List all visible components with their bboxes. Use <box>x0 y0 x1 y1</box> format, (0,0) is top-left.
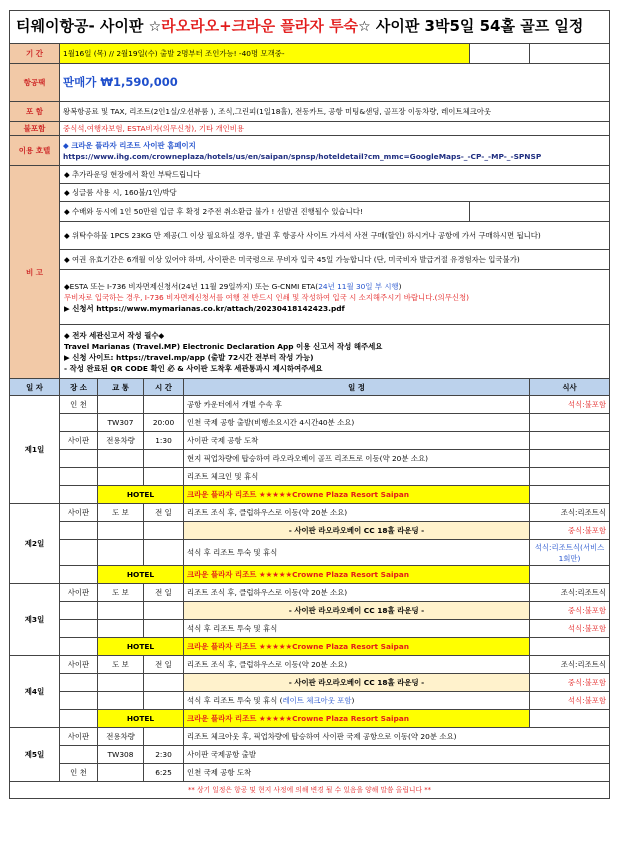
price-value: 판매가 ₩1,590,000 <box>60 64 610 102</box>
customs-qr: - 작성 완료된 QR CODE 확인 必 & 사이판 도착후 세관통과시 제시하여주세요 <box>64 363 323 373</box>
empty-cell <box>530 432 610 450</box>
day5-label: 제5일 <box>10 728 60 782</box>
exclude-label: 불포함 <box>10 122 60 136</box>
day5-schedule: 사이판 국제공항 출발 <box>184 746 610 764</box>
empty-cell <box>60 468 98 486</box>
day4-time: 전 일 <box>144 656 184 674</box>
footer-note: ** 상기 일정은 항공 및 현지 사정에 의해 변경 될 수 있음을 양해 말씀 올립니다 ** <box>10 782 610 799</box>
empty-cell <box>98 450 144 468</box>
day5-place: 인 천 <box>60 764 98 782</box>
period-value: 1월16일 (목) // 2월19일(수) 출발 2명부터 조인가능! -40명 모객중- <box>60 44 470 64</box>
empty-cell <box>144 540 184 566</box>
day1-schedule: 사이판 국제 공항 도착 <box>184 432 530 450</box>
day3-label: 제3일 <box>10 584 60 656</box>
day1-place: 사이판 <box>60 432 98 450</box>
empty-cell <box>98 764 144 782</box>
day2-transport: 도 보 <box>98 504 144 522</box>
empty-cell <box>144 620 184 638</box>
empty-cell <box>60 746 98 764</box>
header-schedule: 일 정 <box>184 379 530 396</box>
day1-label: 제1일 <box>10 396 60 504</box>
hotel-homepage-link[interactable]: https://www.ihg.com/crowneplaza/hotels/us/en/saipan/spnsp/hoteldetail?cm_mmc=GoogleMaps-_-CP-_-MP-_-SPNSP <box>63 151 542 161</box>
day5-time: 2:30 <box>144 746 184 764</box>
header-transport: 교 통 <box>98 379 144 396</box>
day5-schedule: 리조트 체크아웃 후, 픽업차량에 탑승하여 사이판 국제 공항으로 이동(약 20분 소요) <box>184 728 610 746</box>
day4-meal: 석식:불포함 <box>530 692 610 710</box>
empty-cell <box>98 540 144 566</box>
itinerary-page <box>9 10 609 799</box>
day3-golf-round: - 사이판 라오라오베이 CC 18홀 라운딩 - <box>184 602 530 620</box>
day5-flight: TW308 <box>98 746 144 764</box>
day1-schedule: 현지 픽업차량에 탑승하여 라오라오베이 골프 리조트로 이동(약 20분 소요) <box>184 450 530 468</box>
day2-meal: 조식:리조트식 <box>530 504 610 522</box>
hotel-label: HOTEL <box>98 566 184 584</box>
empty-cell <box>60 486 98 504</box>
day2-place: 사이판 <box>60 504 98 522</box>
hotel-name: 크라운 플라자 리조트 ★★★★★Crowne Plaza Resort Saipan <box>184 486 530 504</box>
day3-meal: 조식:리조트식 <box>530 584 610 602</box>
empty-cell <box>60 674 98 692</box>
hotel-name: 크라운 플라자 리조트 ★★★★★Crowne Plaza Resort Saipan <box>184 638 530 656</box>
empty-cell <box>530 450 610 468</box>
hotel-label: 이용 호텔 <box>10 136 60 166</box>
day4-transport: 도 보 <box>98 656 144 674</box>
empty-cell <box>530 638 610 656</box>
hotel-name: 크라운 플라자 리조트 ★★★★★Crowne Plaza Resort Saipan <box>184 710 530 728</box>
empty-cell <box>60 522 98 540</box>
day2-time: 전 일 <box>144 504 184 522</box>
day5-place: 사이판 <box>60 728 98 746</box>
day3-transport: 도 보 <box>98 584 144 602</box>
note-esta <box>60 270 610 325</box>
include-label: 포 함 <box>10 102 60 122</box>
day1-meal: 석식:불포함 <box>530 396 610 414</box>
header-day: 일 자 <box>10 379 60 396</box>
day3-schedule: 석식 후 리조트 투숙 및 휴식 <box>184 620 530 638</box>
customs-title: ◆ 전자 세관신고서 작성 필수◆ <box>64 330 165 340</box>
day1-time: 20:00 <box>144 414 184 432</box>
day3-time: 전 일 <box>144 584 184 602</box>
empty-cell <box>98 620 144 638</box>
header-meal: 식사 <box>530 379 610 396</box>
exclude-value: 중식석,여행자보험, ESTA비자(의무신청), 기타 개인비용 <box>60 122 610 136</box>
header-place: 장 소 <box>60 379 98 396</box>
empty-cell <box>470 202 610 222</box>
empty-cell <box>98 602 144 620</box>
day4-schedule: 석식 후 리조트 투숙 및 휴식 (레이트 체크아웃 포함) <box>184 692 530 710</box>
day2-label: 제2일 <box>10 504 60 584</box>
day4-meal: 조식:리조트식 <box>530 656 610 674</box>
day1-place: 인 천 <box>60 396 98 414</box>
note-baggage: ◆ 위탁수하물 1PCS 23KG 만 제공(그 이상 필요하실 경우, 발권 후 항공사 사이트 가셔서 사전 구매(할인) 하시거나 공항에 가서 구매하시면 됩니다) <box>60 222 610 250</box>
empty-cell <box>530 468 610 486</box>
notes-label: 비 고 <box>10 166 60 379</box>
empty-cell <box>470 44 530 64</box>
note-customs <box>60 325 610 379</box>
hotel-name: 크라운 플라자 리조트 ★★★★★Crowne Plaza Resort Saipan <box>184 566 530 584</box>
empty-cell <box>144 522 184 540</box>
empty-cell <box>60 620 98 638</box>
empty-cell <box>98 674 144 692</box>
day3-meal: 석식:불포함 <box>530 620 610 638</box>
customs-site-link[interactable]: ▶ 신청 사이트: https://travel.mp/app (출발 72시간 전부터 작성 가능) <box>64 352 314 362</box>
day2-golf-round: - 사이판 라오라오베이 CC 18홀 라운딩 - <box>184 522 530 540</box>
hotel-info <box>60 136 610 166</box>
day3-schedule: 리조트 조식 후, 클럽하우스로 이동(약 20분 소요) <box>184 584 530 602</box>
empty-cell <box>60 566 98 584</box>
day2-meal: 중식:불포함 <box>530 522 610 540</box>
day4-place: 사이판 <box>60 656 98 674</box>
esta-warning: 무비자로 입국하는 경우, I-736 비자면제신청서를 여행 전 반드시 인쇄 및 작성하여 입국 시 소지해주시기 바랍니다.(의무신청) <box>64 292 470 302</box>
hotel-label: HOTEL <box>98 486 184 504</box>
empty-cell <box>530 44 610 64</box>
day4-meal: 중식:불포함 <box>530 674 610 692</box>
day5-schedule: 인천 국제 공항 도착 <box>184 764 610 782</box>
day4-label: 제4일 <box>10 656 60 728</box>
day1-transport: 전용차량 <box>98 432 144 450</box>
note-deposit: ◆ 수배와 동시에 1인 50만원 입금 후 확정 2주전 취소환급 불가 ! 선발권 진행될수 있습니다! <box>60 202 470 222</box>
day3-place: 사이판 <box>60 584 98 602</box>
itinerary-table <box>9 10 610 799</box>
day1-flight: TW307 <box>98 414 144 432</box>
empty-cell <box>144 692 184 710</box>
empty-cell <box>60 692 98 710</box>
note-extra-round: ◆ 추가라운딩 현장에서 확인 부탁드립니다 <box>60 166 610 184</box>
empty-cell <box>144 602 184 620</box>
day1-schedule: 인천 국제 공항 출발(비행소요시간 4시간40분 소요) <box>184 414 530 432</box>
note-passport: ◆ 여권 유효기간은 6개월 이상 있어야 하며, 사이판은 미국령으로 무비자 입국 45일 가능합니다 (단, 미국비자 발급거절 유경험자는 입국불가) <box>60 250 610 270</box>
day1-time: 1:30 <box>144 432 184 450</box>
price-label: 항공팩 <box>10 64 60 102</box>
empty-cell <box>98 522 144 540</box>
day4-schedule: 리조트 조식 후, 클럽하우스로 이동(약 20분 소요) <box>184 656 530 674</box>
esta-line: ◆ESTA 또는 I-736 비자면제신청서(24년 11월 29일까지) 또는 G-CNMI ETA(24년 11월 30일 부 시행) <box>64 281 402 291</box>
empty-cell <box>60 710 98 728</box>
empty-cell <box>60 414 98 432</box>
empty-cell <box>144 468 184 486</box>
day2-schedule: 석식 후 리조트 투숙 및 휴식 <box>184 540 530 566</box>
include-value: 왕복항공료 및 TAX, 리조트(2인1실/오션뷰룸 ), 조식,그린피(1일18홀), 전동카트, 공항 미팅&샌딩, 골프장 이동차량, 레이트체크아웃 <box>60 102 610 122</box>
empty-cell <box>144 450 184 468</box>
day4-golf-round: - 사이판 라오라오베이 CC 18홀 라운딩 - <box>184 674 530 692</box>
day5-transport: 전용차량 <box>98 728 144 746</box>
empty-cell <box>530 414 610 432</box>
empty-cell <box>60 540 98 566</box>
day5-time: 6:25 <box>144 764 184 782</box>
note-single-room: ◆ 싱글룸 사용 시, 160불/1인/박당 <box>60 184 610 202</box>
empty-cell <box>60 638 98 656</box>
day1-schedule: 공항 카운터에서 개별 수속 후 <box>184 396 530 414</box>
empty-cell <box>530 710 610 728</box>
empty-cell <box>98 396 144 414</box>
empty-cell <box>144 728 184 746</box>
hotel-label: HOTEL <box>98 710 184 728</box>
page-title: 티웨이항공- 사이판 ☆라오라오+크라운 플라자 투숙☆ 사이판 3박5일 54홀 골프 일정 <box>10 11 610 44</box>
period-label: 기 간 <box>10 44 60 64</box>
empty-cell <box>530 566 610 584</box>
hotel-homepage-title: ◆ 크라운 플라자 리조트 사이판 홈페이지 <box>63 140 196 150</box>
day2-meal: 석식:리조트식(서비스1회만) <box>530 540 610 566</box>
empty-cell <box>144 674 184 692</box>
header-time: 시 간 <box>144 379 184 396</box>
empty-cell <box>530 486 610 504</box>
empty-cell <box>98 692 144 710</box>
esta-application-link[interactable]: ▶ 신청서 https://www.mymarianas.co.kr/attach/20230418142423.pdf <box>64 303 345 313</box>
day1-schedule: 리조트 체크인 및 휴식 <box>184 468 530 486</box>
customs-app: Travel Marianas (Travel.MP) Electronic Declaration App 이용 신고서 작성 해주세요 <box>64 341 383 351</box>
day3-meal: 중식:불포함 <box>530 602 610 620</box>
empty-cell <box>98 468 144 486</box>
day2-schedule: 리조트 조식 후, 클럽하우스로 이동(약 20분 소요) <box>184 504 530 522</box>
empty-cell <box>60 602 98 620</box>
empty-cell <box>144 396 184 414</box>
hotel-label: HOTEL <box>98 638 184 656</box>
empty-cell <box>60 450 98 468</box>
